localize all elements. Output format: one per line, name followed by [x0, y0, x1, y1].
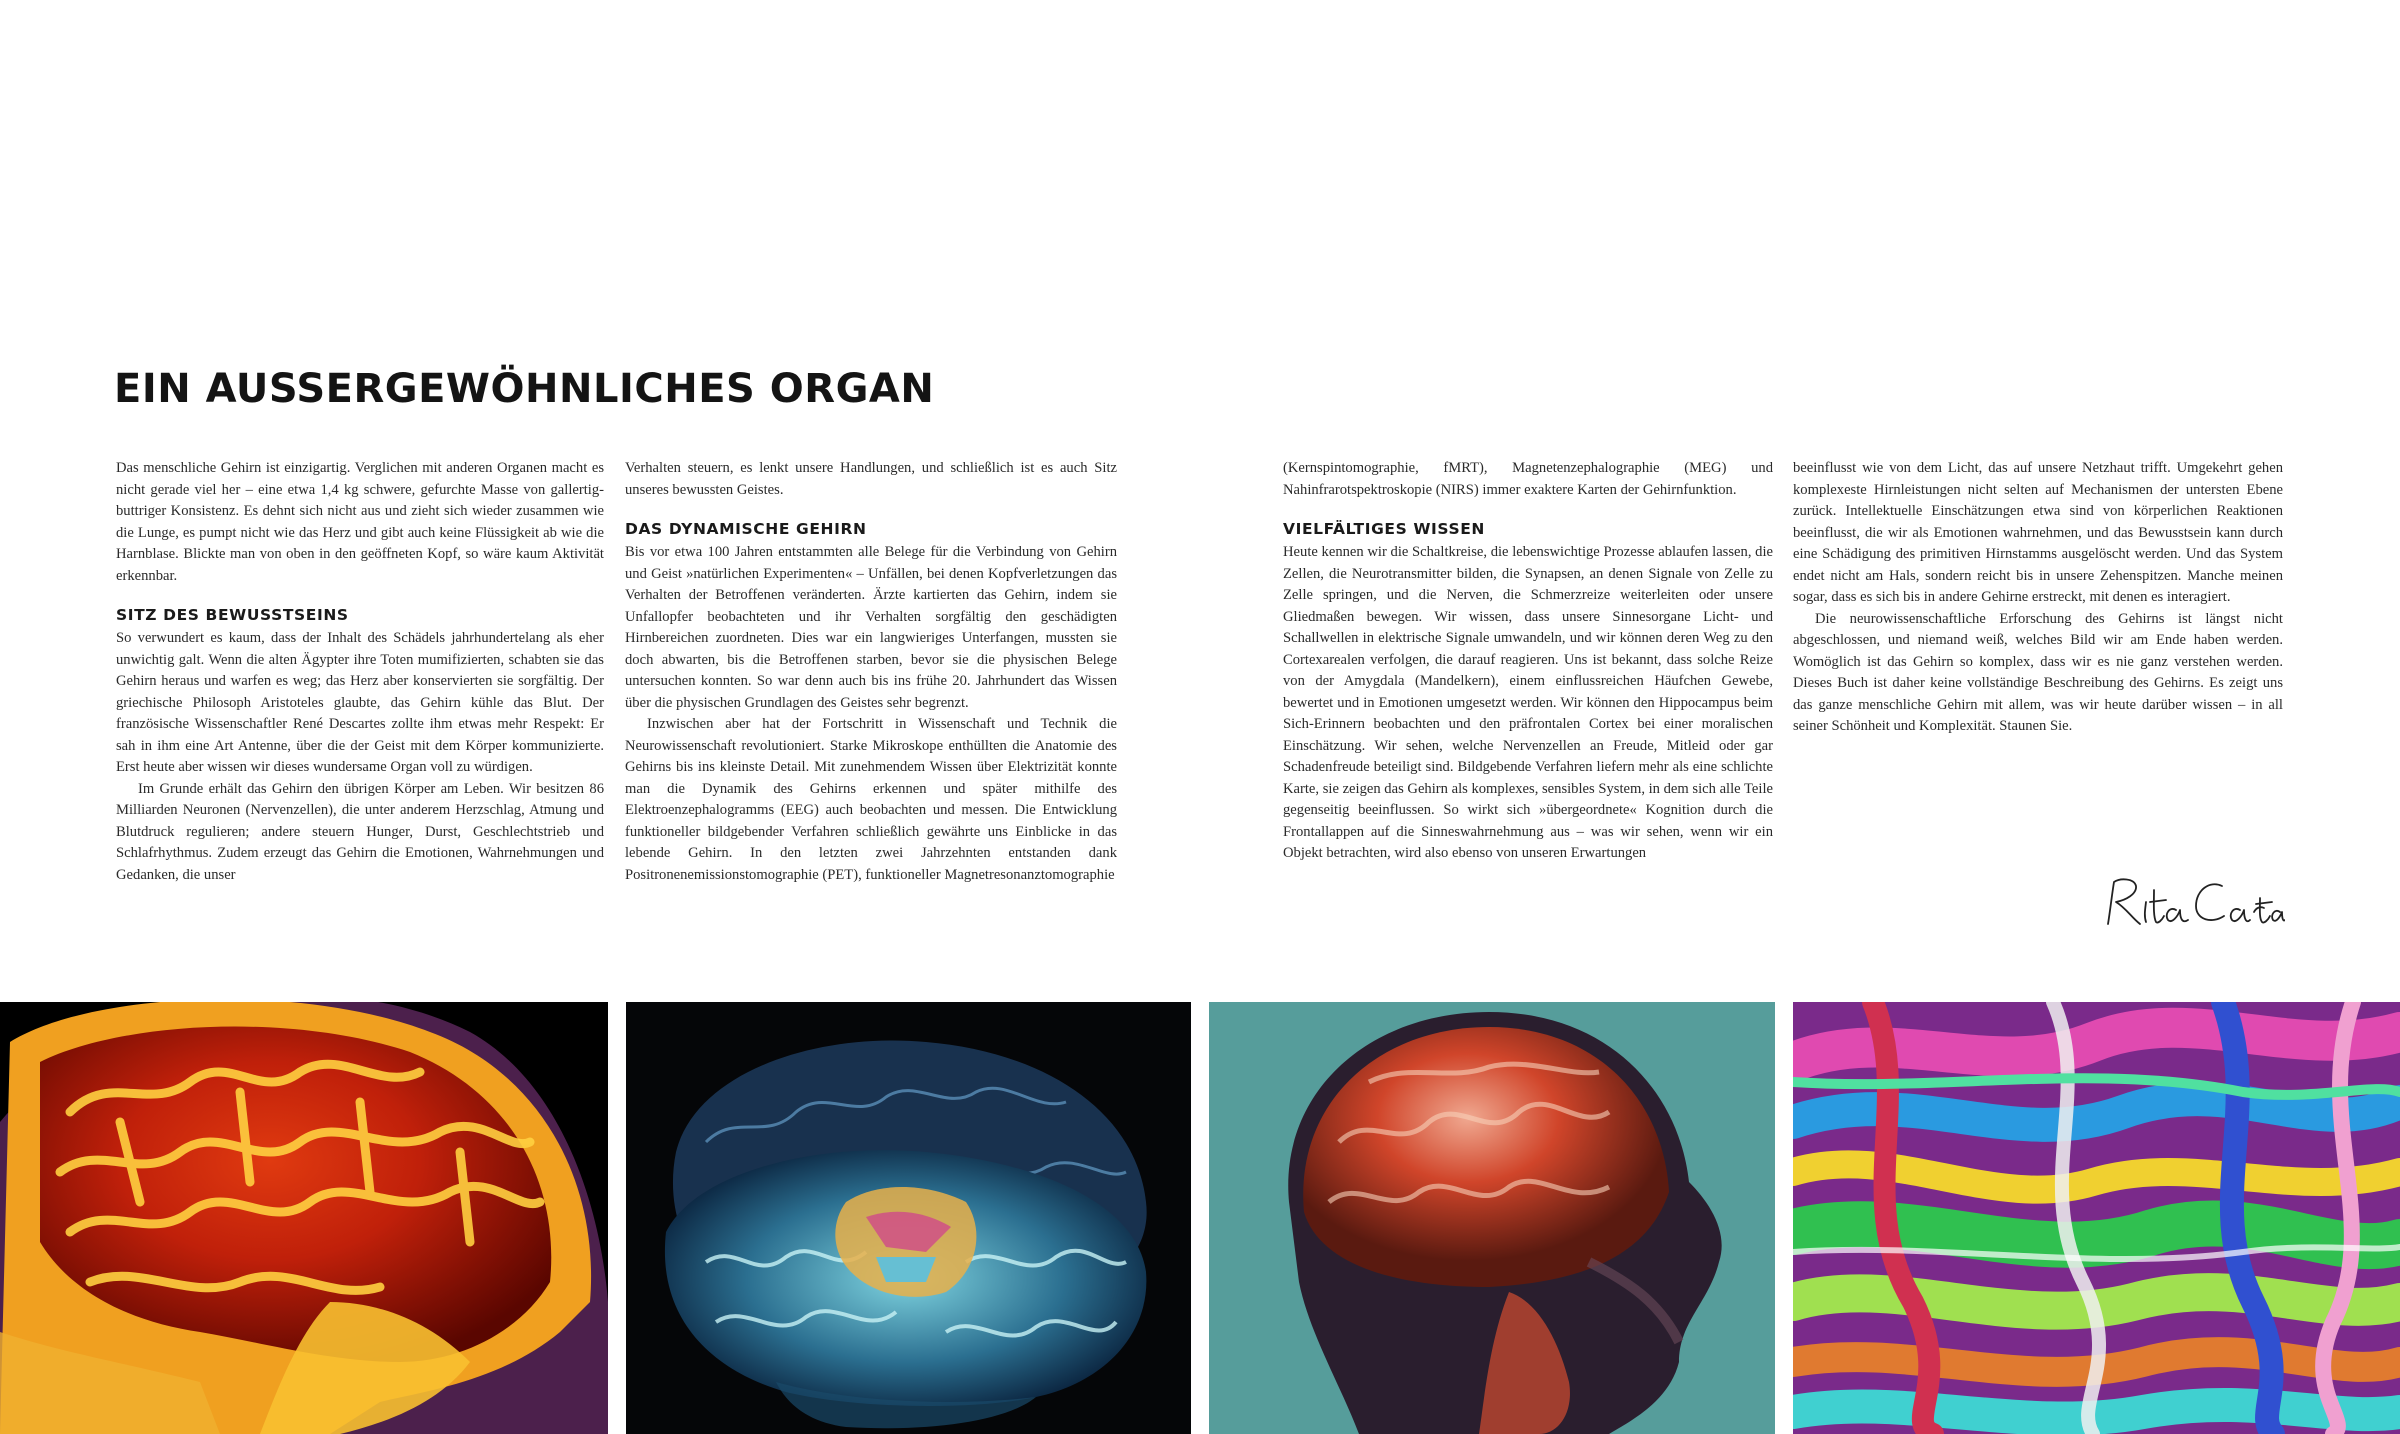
paragraph: Im Grunde erhält das Gehirn den übrigen Körper am Leben. Wir besitzen 86 Milliarden Neuronen (Nervenzellen), die unter anderem Herzschlag, Atmung und Blutdruck regulieren; andere steuern Hunger, Durst, Geschlechtstrieb und Schlafrhythmus. Zudem erzeugt das Gehirn die Emotionen, Wahrnehmungen und Gedanken, die unser	[116, 780, 604, 883]
paragraph: Inzwischen aber hat der Fortschritt in Wissenschaft und Technik die Neurowissenschaft revolutioniert. Starke Mikroskope enthüllten die Anatomie des Gehirns bis ins kleinste Detail. Mit zunehmendem Wissen über Elektrizität konnte man die Dynamik des Gehirns erkennen und später mithilfe des Elektroenzephalogramms (EEG) auch beobachten und messen. Die Entwicklung funktioneller bildgebender Verfahren schließlich gewährte uns Einblicke in das lebende Gehirn. In den letzten zwei Jahrzehnten entstanden dank Positronenemissionstomographie (PET), funktioneller Magnetresonanztomographie	[625, 716, 1117, 883]
paragraph: Verhalten steuern, es lenkt unsere Handlungen, und schließlich ist es auch Sitz unseres bewussten Geistes.	[625, 460, 1117, 498]
head-xray-image	[1209, 1002, 1775, 1434]
page-title: EIN AUSSERGEWÖHNLICHES ORGAN	[114, 366, 935, 412]
text-column-2	[625, 458, 1117, 886]
paragraph: Bis vor etwa 100 Jahren entstammten alle Belege für die Verbindung von Gehirn und Geist »natürlichen Experimenten« – Unfällen, bei denen Kopfverletzungen das Verhalten der Betroffenen veränderten. Ärzte kartierten das Gehirn, indem sie Unfallopfer beobachteten und ihr Verhalten sorgfältig den geschädigten Hirnbereichen zuordneten. Dies war ein langwieriges Unterfangen, mussten sie doch abwarten, bis die Betroffenen starben, bevor sie die physischen Belege untersuchen konnten. So war denn auch bis ins frühe 20. Jahrhundert das Wissen über die physischen Grundlagen des Geistes sehr begrenzt.	[625, 544, 1117, 711]
section-heading: VIELFÄLTIGES WISSEN	[1283, 520, 1486, 538]
section-heading: SITZ DES BEWUSSTSEINS	[116, 606, 349, 624]
paragraph: Heute kennen wir die Schaltkreise, die lebenswichtige Prozesse ablaufen lassen, die Zellen, die Neurotransmitter bilden, die Synapsen, an denen Signale von Zelle zu Zelle springen, und die Nerven, die Schmerzreize weiterleiten oder unsere Gliedmaßen bewegen. Wir wissen, dass unsere Sinnesorgane Licht- und Schallwellen in elektrische Signale umwandeln, und wir können deren Weg zu den Cortexarealen verfolgen, die darauf reagieren. Uns ist bekannt, dass solche Reize von der Amygdala (Mandelkern), einem einflussreichen Häufchen Gewebe, bewertet und in Emotionen umgesetzt werden. Wir können den Hippocampus beim Sich-Erinnern beobachten und den präfrontalen Cortex bei einer moralischen Einschätzung. Wir sehen, welche Nervenzellen an Freude, Mitleid oder gar Schadenfreude beteiligt sind. Bildgebende Verfahren liefern mehr als eine schlichte Karte, sie zeigen das Gehirn als komplexes, sensibles System, in dem sich alle Teile gegenseitig beeinflussen. So wirkt sich »übergeordnete« Kognition durch die Frontallappen auf die Sinneswahrnehmung aus – was wir sehen, wenn wir ein Objekt betrachten, wird also ebenso von unseren Erwartungen	[1283, 544, 1773, 861]
section-heading: DAS DYNAMISCHE GEHIRN	[625, 520, 867, 538]
author-signature	[2100, 872, 2285, 932]
brain-mri-image	[0, 1002, 608, 1434]
brain-section-image	[626, 1002, 1191, 1434]
paragraph: So verwundert es kaum, dass der Inhalt des Schädels jahrhundertelang als eher unwichtig galt. Wenn die alten Ägypter ihre Toten mumifizierten, schabten sie das Gehirn heraus und warfen es weg; das Herz aber konservierten sie sorgfältig. Der griechische Philosoph Aristoteles glaubte, das Gehirn kühle das Blut. Der französische Wissenschaftler René Descartes zollte ihm etwas mehr Respekt: Er sah in ihm eine Art Antenne, über die der Geist mit dem Körper kommunizierte. Erst heute aber wissen wir dieses wundersame Organ voll zu würdigen.	[116, 630, 604, 775]
text-column-3	[1283, 458, 1773, 865]
paragraph: (Kernspintomographie, fMRT), Magnetenzephalographie (MEG) und Nahinfrarotspektroskopie (NIRS) immer exaktere Karten der Gehirnfunktion.	[1283, 460, 1773, 498]
text-column-1	[116, 458, 604, 886]
text-column-4	[1793, 458, 2283, 738]
paragraph: Die neurowissenschaftliche Erforschung des Gehirns ist längst nicht abgeschlossen, und niemand weiß, welches Bild wir am Ende haben werden. Womöglich ist das Gehirn so komplex, dass wir es nie ganz verstehen werden. Dieses Buch ist daher keine vollständige Beschreibung des Gehirns. Es zeigt uns das ganze menschliche Gehirn mit allem, was wir heute darüber wissen – in all seiner Schönheit und Komplexität. Staunen Sie.	[1793, 610, 2283, 734]
fiber-tracts-image	[1793, 1002, 2400, 1434]
paragraph: beeinflusst wie von dem Licht, das auf unsere Netzhaut trifft. Umgekehrt gehen komplexeste Hirnleistungen nicht selten auf Mechanismen der untersten Ebene zurück. Intellektuelle Einschätzungen etwa sind von körperlichen Reaktionen beeinflusst, die wir als Emotionen wahrnehmen, und das Bewusstsein kann durch eine Schädigung des primitiven Hirnstamms ausgelöscht werden. Und das System endet nicht am Hals, sondern reicht bis in unsere Zehenspitzen. Manche meinen sogar, dass es sich bis in andere Gehirne erstreckt, mit denen es interagiert.	[1793, 460, 2283, 605]
paragraph: Das menschliche Gehirn ist einzigartig. Verglichen mit anderen Organen macht es nicht gerade viel her – eine etwa 1,4 kg schwere, gefurchte Masse von gallertig-buttriger Konsistenz. Es dehnt sich nicht aus und zieht sich wieder zusammen wie die Lunge, es pumpt nicht wie das Herz und gibt auch keine Flüssigkeit ab wie die Harnblase. Blickte man von oben in den geöffneten Kopf, so wäre kaum Aktivität erkennbar.	[116, 460, 604, 584]
